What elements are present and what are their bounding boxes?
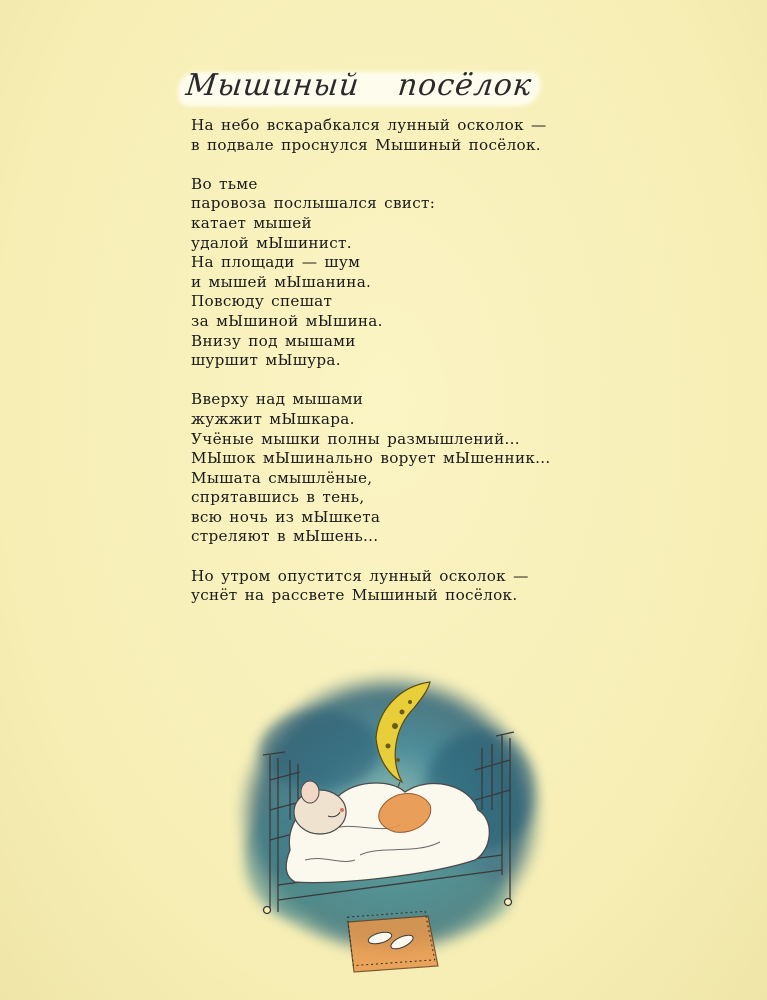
poem-line: в подвале проснулся Мышиный посёлок.: [191, 135, 541, 154]
poem-line: МЫшок мЫшинально ворует мЫшенник...: [191, 449, 551, 468]
poem-line: за мЫшиной мЫшина.: [191, 311, 383, 330]
stanza-1: [191, 116, 611, 155]
poem-line: Повсюду спешат: [191, 292, 333, 311]
poem-line: жужжит мЫшкара.: [191, 409, 355, 428]
rug: [347, 911, 438, 972]
poem-line: Мышата смышлёные,: [191, 468, 373, 487]
page-title: Мышиный посёлок: [184, 68, 534, 103]
poem-line: уснёт на рассвете Мышиный посёлок.: [191, 586, 518, 605]
stanza-4: [191, 567, 611, 606]
poem-line: На небо вскарабкался лунный осколок —: [191, 116, 547, 134]
poem-line: стреляют в мЫшень...: [191, 527, 379, 546]
poem-line: На площади — шум: [191, 253, 361, 272]
poem-line: Во тьме: [191, 174, 258, 193]
poem-line: паровоза послышался свист:: [191, 194, 436, 213]
poem-line: Учёные мышки полны размышлений...: [191, 429, 520, 448]
poem-line: Внизу под мышами: [191, 331, 356, 350]
poem-line: шуршит мЫшура.: [191, 351, 341, 370]
poem: [191, 116, 611, 625]
poem-line: катает мышей: [191, 213, 312, 232]
poem-line: удалой мЫшинист.: [191, 233, 352, 252]
title-area: [178, 66, 540, 112]
poem-line: всю ночь из мЫшкета: [191, 507, 381, 526]
poem-line: Вверху над мышами: [191, 390, 364, 409]
stanza-3: [191, 390, 611, 547]
sleeping-mouse-illustration: [230, 660, 550, 980]
stanza-2: [191, 175, 611, 371]
poem-line: и мышей мЫшанина.: [191, 272, 372, 291]
poem-line: Но утром опустится лунный осколок —: [191, 566, 529, 585]
poem-line: спрятавшись в тень,: [191, 488, 365, 507]
